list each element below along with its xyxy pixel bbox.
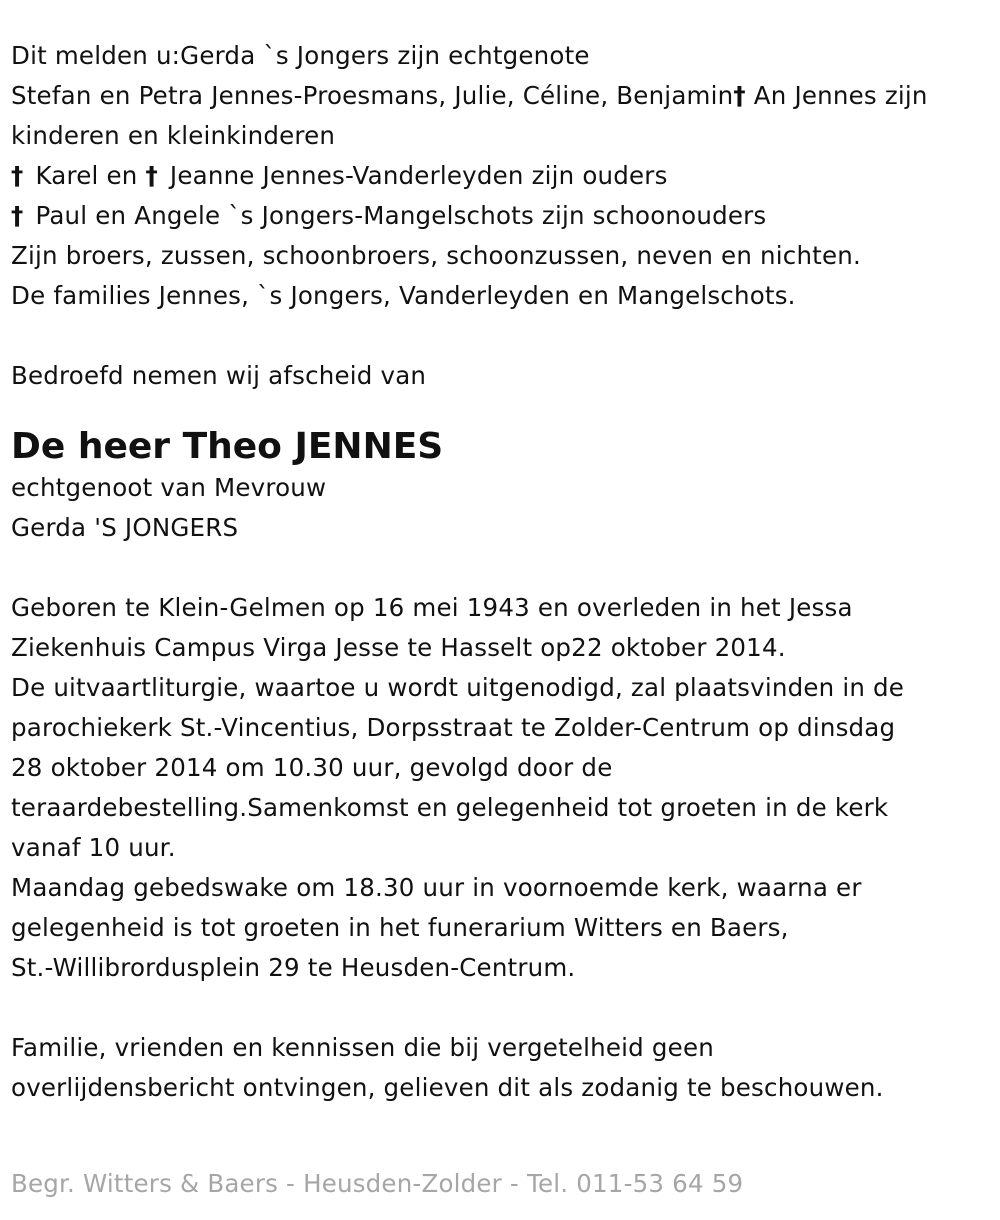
announcement-line: Dit melden u:Gerda `s Jongers zijn echtgenote [11,41,590,70]
spouse-line: echtgenoot van Mevrouw [11,473,327,502]
details-line: Maandag gebedswake om 18.30 uur in voornoemde kerk, waarna er [11,873,862,902]
details-line: gelegenheid is tot groeten in het funerarium Witters en Baers, [11,913,789,942]
details-line: parochiekerk St.-Vincentius, Dorpsstraat te Zolder-Centrum op dinsdag [11,713,896,742]
spacer [11,988,991,1028]
spacer [11,396,991,420]
announcement-line [11,196,991,236]
details-line: vanaf 10 uur. [11,833,176,862]
spouse-line: Gerda 'S JONGERS [11,513,239,542]
deceased-name: De heer Theo JENNES [11,426,444,467]
spacer [11,316,991,356]
details-line: Geboren te Klein-Gelmen op 16 mei 1943 en overleden in het Jessa [11,593,853,622]
announcement-text: An Jennes zijn [745,81,928,110]
announcement-line [11,156,991,196]
announcement-text: Karel en [27,161,146,190]
spacer [11,548,991,588]
funeral-home-footer: Begr. Witters & Baers - Heusden-Zolder - Tel. 011-53 64 59 [11,1169,744,1198]
cross-icon: † [733,81,746,110]
cross-icon: † [11,161,24,190]
details-line: teraardebestelling.Samenkomst en gelegenheid tot groeten in de kerk [11,793,889,822]
closing-line: overlijdensbericht ontvingen, gelieven dit als zodanig te beschouwen. [11,1073,884,1102]
announcement-text: Jeanne Jennes-Vanderleyden zijn ouders [161,161,668,190]
announcement-text: Paul en Angele `s Jongers-Mangelschots zijn schoonouders [27,201,767,230]
announcement-line: kinderen en kleinkinderen [11,121,336,150]
details-line: St.-Willibrordusplein 29 te Heusden-Centrum. [11,953,576,982]
intro-text: Bedroefd nemen wij afscheid van [11,361,427,390]
closing-line: Familie, vrienden en kennissen die bij vergetelheid geen [11,1033,714,1062]
cross-icon: † [145,161,158,190]
announcement-text: Stefan en Petra Jennes-Proesmans, Julie, Céline, Benjamin [11,81,734,110]
details-line: Ziekenhuis Campus Virga Jesse te Hasselt op22 oktober 2014. [11,633,786,662]
details-line: 28 oktober 2014 om 10.30 uur, gevolgd door de [11,753,613,782]
details-line: De uitvaartliturgie, waartoe u wordt uitgenodigd, zal plaatsvinden in de [11,673,905,702]
announcement-line: De families Jennes, `s Jongers, Vanderleyden en Mangelschots. [11,281,796,310]
cross-icon: † [11,201,24,230]
announcement-line [11,76,991,116]
obituary-notice [11,36,991,1108]
announcement-line: Zijn broers, zussen, schoonbroers, schoonzussen, neven en nichten. [11,241,861,270]
